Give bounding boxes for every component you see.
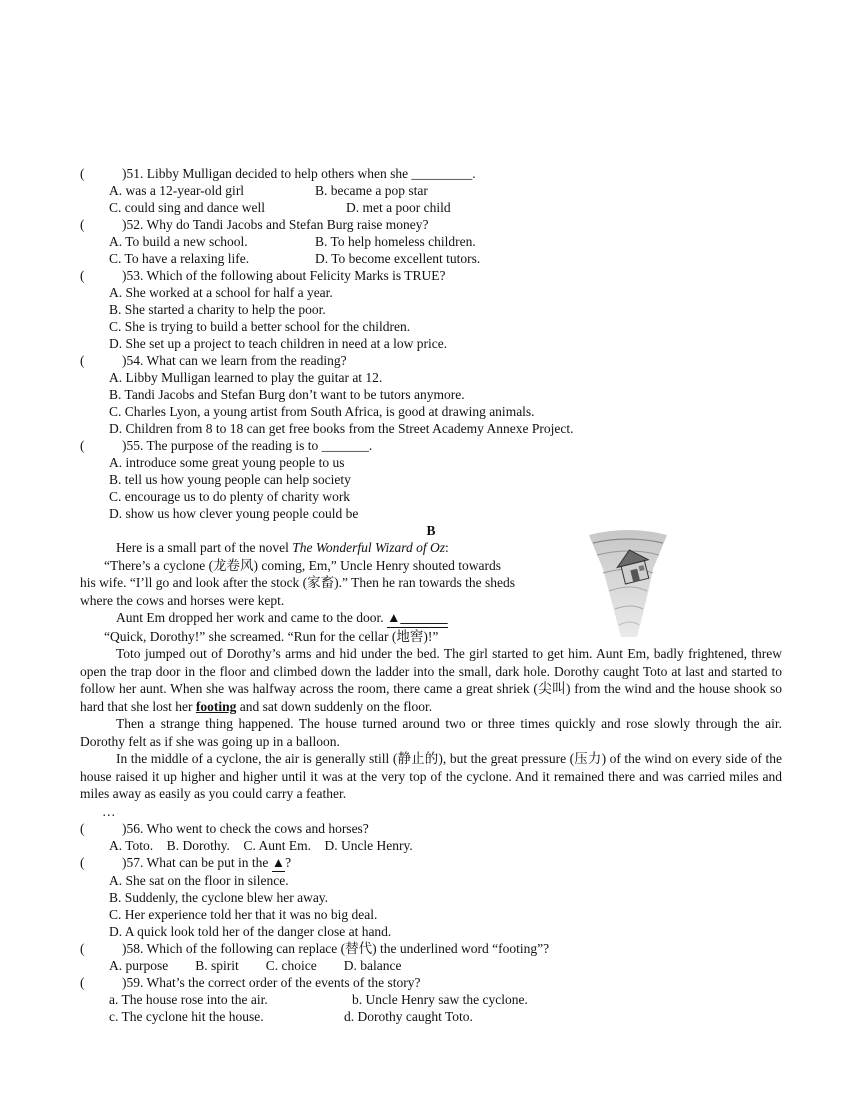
options-line: A. purpose B. spirit C. choice D. balance (109, 957, 402, 973)
question-mark: ? (285, 854, 292, 870)
answer-bracket[interactable]: ( (80, 353, 85, 368)
passage-line: “There’s a cyclone (龙卷风) coming, Em,” Uncle Henry shouted towards (104, 557, 501, 573)
question-51 (80, 165, 782, 182)
answer-bracket[interactable]: ( (80, 974, 85, 990)
question-stem: )54. What can we learn from the reading? (122, 353, 347, 368)
answer-bracket[interactable]: ( (80, 268, 85, 283)
question-stem: )53. Which of the following about Felicity Marks is TRUE? (122, 268, 446, 283)
question-stem: )58. Which of the following can replace (替代) the underlined word “footing”? (122, 940, 550, 956)
option-d: D. Children from 8 to 18 can get free books from the Street Academy Annexe Project. (109, 421, 574, 436)
option-b: B. She started a charity to help the poor. (109, 302, 326, 317)
answer-bracket[interactable]: ( (80, 820, 85, 836)
option-c: C. Her experience told her that it was no big deal. (109, 906, 378, 922)
answer-bracket[interactable]: ( (80, 217, 85, 232)
passage-paragraph: In the middle of a cyclone, the air is generally still (静止的), but the great pressure (压力) of the wind on every side of the house raised it up higher and higher until it was at the very top of the cyclone. And it remained there and was carried miles and miles away as easily as you could carry a feather. (80, 751, 782, 801)
question-stem: )52. Why do Tandi Jacobs and Stefan Burg raise money? (122, 217, 429, 232)
question-54 (80, 352, 782, 369)
option-a: A. She worked at a school for half a year. (109, 285, 333, 300)
options-row (80, 233, 782, 250)
question-58 (80, 940, 782, 957)
intro-colon: : (444, 540, 449, 555)
section-heading: B (426, 523, 436, 538)
option-a: A. was a 12-year-old girl (109, 183, 245, 198)
option-a: A. introduce some great young people to us (109, 455, 345, 470)
passage-text: and sat down suddenly on the floor. (236, 698, 433, 714)
answer-blank[interactable]: ▲_______ (387, 609, 448, 628)
blank-marker: ▲ (271, 854, 286, 870)
question-stem: )56. Who went to check the cows and horses? (122, 820, 369, 836)
question-52 (80, 216, 782, 233)
question-stem: )59. What’s the correct order of the events of the story? (122, 974, 421, 990)
option-a: A. Libby Mulligan learned to play the guitar at 12. (109, 370, 383, 385)
option-c: C. Charles Lyon, a young artist from South Africa, is good at drawing animals. (109, 404, 535, 419)
answer-bracket[interactable]: ( (80, 940, 85, 956)
question-55 (80, 437, 782, 454)
answer-bracket[interactable]: ( (80, 438, 85, 453)
question-stem: )57. What can be put in the (122, 854, 272, 870)
passage-line-with-blank (80, 609, 560, 628)
passage-text: Aunt Em dropped her work and came to the door. (116, 610, 388, 625)
option-b: B. became a pop star (315, 183, 428, 198)
event-b: b. Uncle Henry saw the cyclone. (352, 991, 528, 1007)
answer-bracket[interactable]: ( (80, 166, 85, 181)
question-stem: )51. Libby Mulligan decided to help others when she _________. (122, 166, 476, 181)
passage-paragraph: Then a strange thing happened. The house turned around two or three times quickly and rose slowly through the air. Dorothy felt as if she was going up in a balloon. (80, 716, 782, 749)
option-b: B. To help homeless children. (315, 234, 476, 249)
option-b: B. tell us how young people can help society (109, 472, 351, 487)
option-d: D. A quick look told her of the danger close at hand. (109, 923, 392, 939)
underlined-word: footing (195, 698, 237, 714)
options-line: A. Toto. B. Dorothy. C. Aunt Em. D. Uncle Henry. (109, 837, 413, 853)
event-a: a. The house rose into the air. (109, 991, 268, 1007)
worksheet (80, 165, 782, 1025)
options-row (80, 250, 782, 267)
passage-intro (80, 539, 560, 645)
answer-bracket[interactable]: ( (80, 854, 85, 870)
option-c: C. could sing and dance well (109, 200, 265, 215)
passage-line: “Quick, Dorothy!” she screamed. “Run for the cellar (地窖)!” (104, 628, 439, 644)
intro-line (80, 539, 560, 557)
passage-line: where the cows and horses were kept. (80, 592, 285, 608)
option-d: D. show us how clever young people could be (109, 506, 359, 521)
question-stem: )55. The purpose of the reading is to _______. (122, 438, 373, 453)
event-d: d. Dorothy caught Toto. (344, 1008, 473, 1024)
option-c: C. encourage us to do plenty of charity work (109, 489, 351, 504)
question-53 (80, 267, 782, 284)
tornado-house-illustration (587, 529, 669, 641)
option-c: C. She is trying to build a better school for the children. (109, 319, 411, 334)
option-d: D. She set up a project to teach children in need at a low price. (109, 336, 448, 351)
intro-text: Here is a small part of the novel (116, 540, 293, 555)
event-c: c. The cyclone hit the house. (109, 1008, 264, 1024)
ellipsis: … (102, 803, 116, 819)
options-row (80, 199, 782, 216)
option-b: B. Tandi Jacobs and Stefan Burg don’t want to be tutors anymore. (109, 387, 465, 402)
question-56 (80, 820, 782, 837)
novel-title: The Wonderful Wizard of Oz (292, 540, 445, 555)
passage-line: his wife. “I’ll go and look after the stock (家畜).” Then he ran towards the sheds (80, 575, 515, 590)
passage-text: Toto jumped out of Dorothy’s arms and hid under the bed. The girl started to get him. Aunt Em, badly frightened, threw open the trap door in the floor and climbed down the ladder into the small, dark hole. Dorothy caught Toto at last and started to follow her aunt. When she was halfway across the room, there came a great shriek (尖叫) from the wind and the house shook so hard that she lost her (80, 646, 782, 714)
question-59 (80, 974, 782, 991)
options-row (80, 991, 782, 1008)
option-c: C. To have a relaxing life. (109, 251, 250, 266)
question-57 (80, 854, 782, 872)
option-d: D. met a poor child (346, 200, 451, 215)
options-row (80, 182, 782, 199)
option-b: B. Suddenly, the cyclone blew her away. (109, 889, 329, 905)
passage-paragraph (80, 645, 782, 715)
option-a: A. She sat on the floor in silence. (109, 872, 289, 888)
option-d: D. To become excellent tutors. (315, 251, 481, 266)
options-row (80, 1008, 782, 1025)
option-a: A. To build a new school. (109, 234, 248, 249)
